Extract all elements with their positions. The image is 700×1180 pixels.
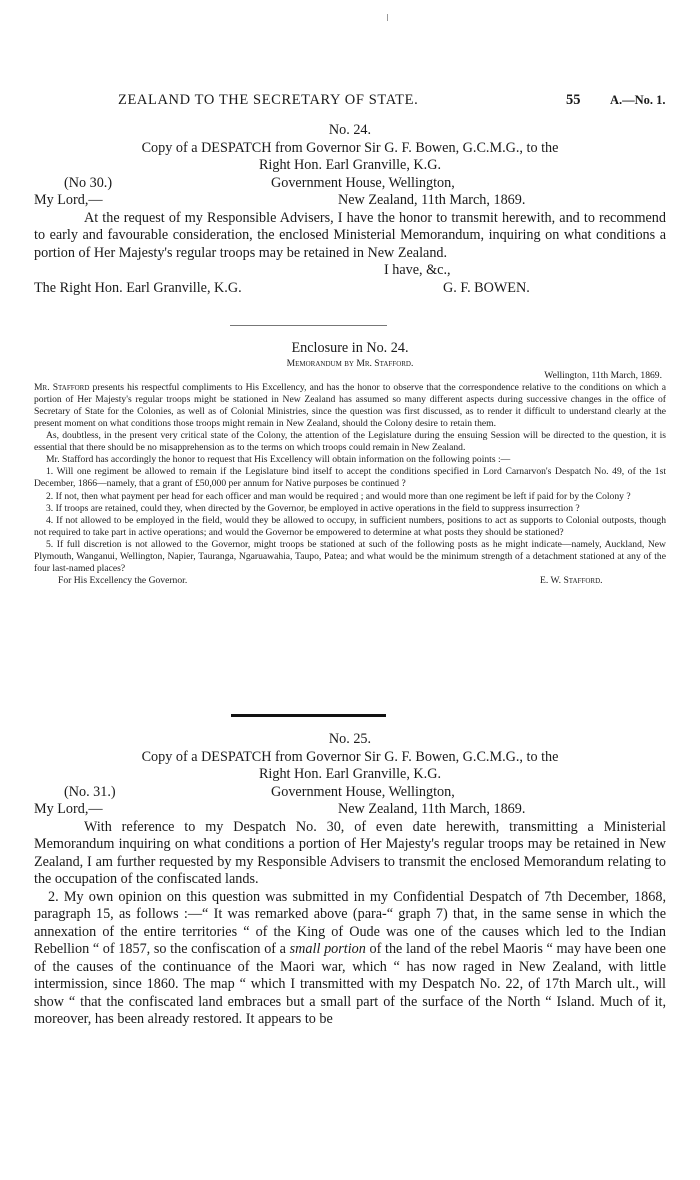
enclosure-para-3: Mr. Stafford has accordingly the honor to request that His Excellency will obtain information on the following points :— — [46, 454, 511, 466]
enclosure-point-5: 5. If full discretion is not allowed to the Governor, might troops be stationed at such of the following posts as he might indicate—namely, Auckland, New Plymouth, Wanganui, Wellington, Napier, Tauranga, Ngaruawahia, Taupo, Patea; and what would be the minimum strength of a detachment stationed at any of the four last-named places? — [34, 538, 666, 575]
despatch-24-addressee: The Right Hon. Earl Granville, K.G. — [34, 279, 242, 296]
enclosure-intro-text: presents his respectful compliments to His Excellency, and has the honor to observe that the correspondence relative to the conditions on which a portion of Her Majesty's regular troops might be stationed in New Zealand has assumed so many different aspects during successive changes in the office of Secretary of State for the Colonies, as well as of Colonial Ministries, since the question was first discussed, as to render it difficult to understand clearly at the present moment on what conditions those troops might remain in New Zealand, should the Colony desire to retain them. — [34, 381, 667, 429]
despatch-24-ref-row — [34, 175, 666, 193]
enclosure-intro-lead: Mr. Stafford — [34, 381, 90, 393]
despatch-24-date: New Zealand, 11th March, 1869. — [338, 192, 526, 208]
enclosure-heading: Enclosure in No. 24. — [291, 340, 409, 356]
enclosure-subheading: Memorandum by Mr. Stafford. — [286, 357, 414, 369]
page-number: 55 — [566, 92, 581, 108]
despatch-25-title-line1: Copy of a DESPATCH from Governor Sir G. F. Bowen, G.C.M.G., to the — [141, 748, 559, 765]
despatch-25-ref-row — [34, 784, 666, 802]
running-header-title: ZEALAND TO THE SECRETARY OF STATE. — [118, 92, 419, 108]
page-mark — [387, 14, 388, 21]
despatch-25 — [34, 731, 666, 1029]
despatch-24-salutation: My Lord,— — [34, 192, 103, 208]
enclosure-addressee: For His Excellency the Governor. — [58, 575, 188, 587]
despatch-25-para-2b: of the land of the rebel Maoris “ may have been one of the causes of the continuance of the Maori war, which “ has now raged in New Zealand, with little intermission, since 1860. The map “ which I transmitted with my Despatch No. 22, of 17th March ult., will show “ that the confiscated land embraces but a small part of the surface of the North “ Island. Much of it, moreover, has been already restored. It appears to be — [34, 941, 666, 1027]
despatch-25-salutation: My Lord,— — [34, 801, 103, 817]
enclosure-para-2: As, doubtless, in the present very critical state of the Colony, the attention of the Legislature during the ensuing Session will be directed to the question, it is essential that there should be no misapprehension as to the terms on which troops could remain in New Zealand. — [34, 430, 666, 454]
despatch-24-body: At the request of my Responsible Advisers, I have the honor to transmit herewith, and to recommend to early and favourable consideration, the enclosed Ministerial Memorandum, inquiring on what conditions a portion of Her Majesty's regular troops may be retained in New Zealand. — [34, 209, 666, 261]
enclosure-point-2: 2. If not, then what payment per head for each officer and man would be required ; and would more than one regiment be left if paid for by the Colony ? — [46, 490, 631, 502]
enclosure-place-date: Wellington, 11th March, 1869. — [544, 369, 662, 381]
despatch-24-title-line2: Right Hon. Earl Granville, K.G. — [258, 157, 442, 173]
enclosure-24 — [34, 340, 666, 587]
despatch-25-para-2 — [34, 889, 666, 1029]
section-divider — [230, 325, 387, 326]
enclosure-signoff-row — [34, 575, 666, 587]
despatch-24-title-line1: Copy of a DESPATCH from Governor Sir G. F. Bowen, G.C.M.G., to the — [141, 139, 559, 156]
despatch-24 — [34, 122, 666, 297]
despatch-24-place: Government House, Wellington, — [271, 174, 455, 191]
despatch-24-closing-row — [34, 262, 666, 280]
section-divider-thick — [231, 714, 386, 717]
enclosure-point-1: 1. Will one regiment be allowed to remain if the Legislature bind itself to accept the conditions specified in Lord Carnarvon's Despatch No. 49, of the 1st December, 1866—namely, that a grant of £50,000 per annum for Native purposes be continued ? — [34, 466, 666, 490]
despatch-25-salutation-row — [34, 801, 666, 819]
despatch-24-salutation-row — [34, 192, 666, 210]
despatch-24-signoff-row — [34, 280, 666, 298]
despatch-25-number: No. 25. — [328, 731, 372, 747]
despatch-25-title-line2: Right Hon. Earl Granville, K.G. — [258, 766, 442, 782]
despatch-25-ref-no: (No. 31.) — [64, 783, 116, 800]
enclosure-point-4: 4. If not allowed to be employed in the field, would they be allowed to occupy, in sufficient numbers, positions to act as supports to Colonial outposts, though not required to take part in active operations; and would the Governor be empowered to determine at what posts they should be stationed? — [34, 514, 666, 538]
enclosure-intro — [34, 382, 666, 430]
despatch-24-ref-no: (No 30.) — [64, 174, 113, 191]
despatch-25-para-1: With reference to my Despatch No. 30, of even date herewith, transmitting a Ministerial Memorandum inquiring on what conditions a portion of Her Majesty's regular troops may be retained in New Zealand, I am further requested by my Responsible Advisers to transmit the enclosed Memorandum relating to the occupation of the confiscated lands. — [34, 818, 666, 887]
despatch-24-number: No. 24. — [328, 122, 372, 138]
despatch-24-signature: G. F. BOWEN. — [443, 279, 530, 296]
despatch-25-para-2-emphasis: small portion — [289, 941, 366, 957]
despatch-25-para-2a: 2. My own opinion on this question was submitted in my Confidential Despatch of 7th December, 1868, paragraph 15, as follows :—“ It was remarked above (para-“ graph 7) that, in the same sense in which the annexation of the entire territories “ of the King of Oude was one of the causes which led to the Indian Rebellion “ of 1857, so the confiscation of a — [34, 888, 666, 957]
document-reference: A.—No. 1. — [610, 93, 666, 107]
enclosure-signature: E. W. Stafford. — [540, 575, 603, 587]
despatch-25-date: New Zealand, 11th March, 1869. — [338, 801, 526, 817]
despatch-25-place: Government House, Wellington, — [271, 783, 455, 800]
enclosure-point-3: 3. If troops are retained, could they, when directed by the Governor, be employed in active operations in the field to suppress insurrection ? — [46, 502, 580, 514]
despatch-24-closing: I have, &c., — [384, 262, 451, 278]
